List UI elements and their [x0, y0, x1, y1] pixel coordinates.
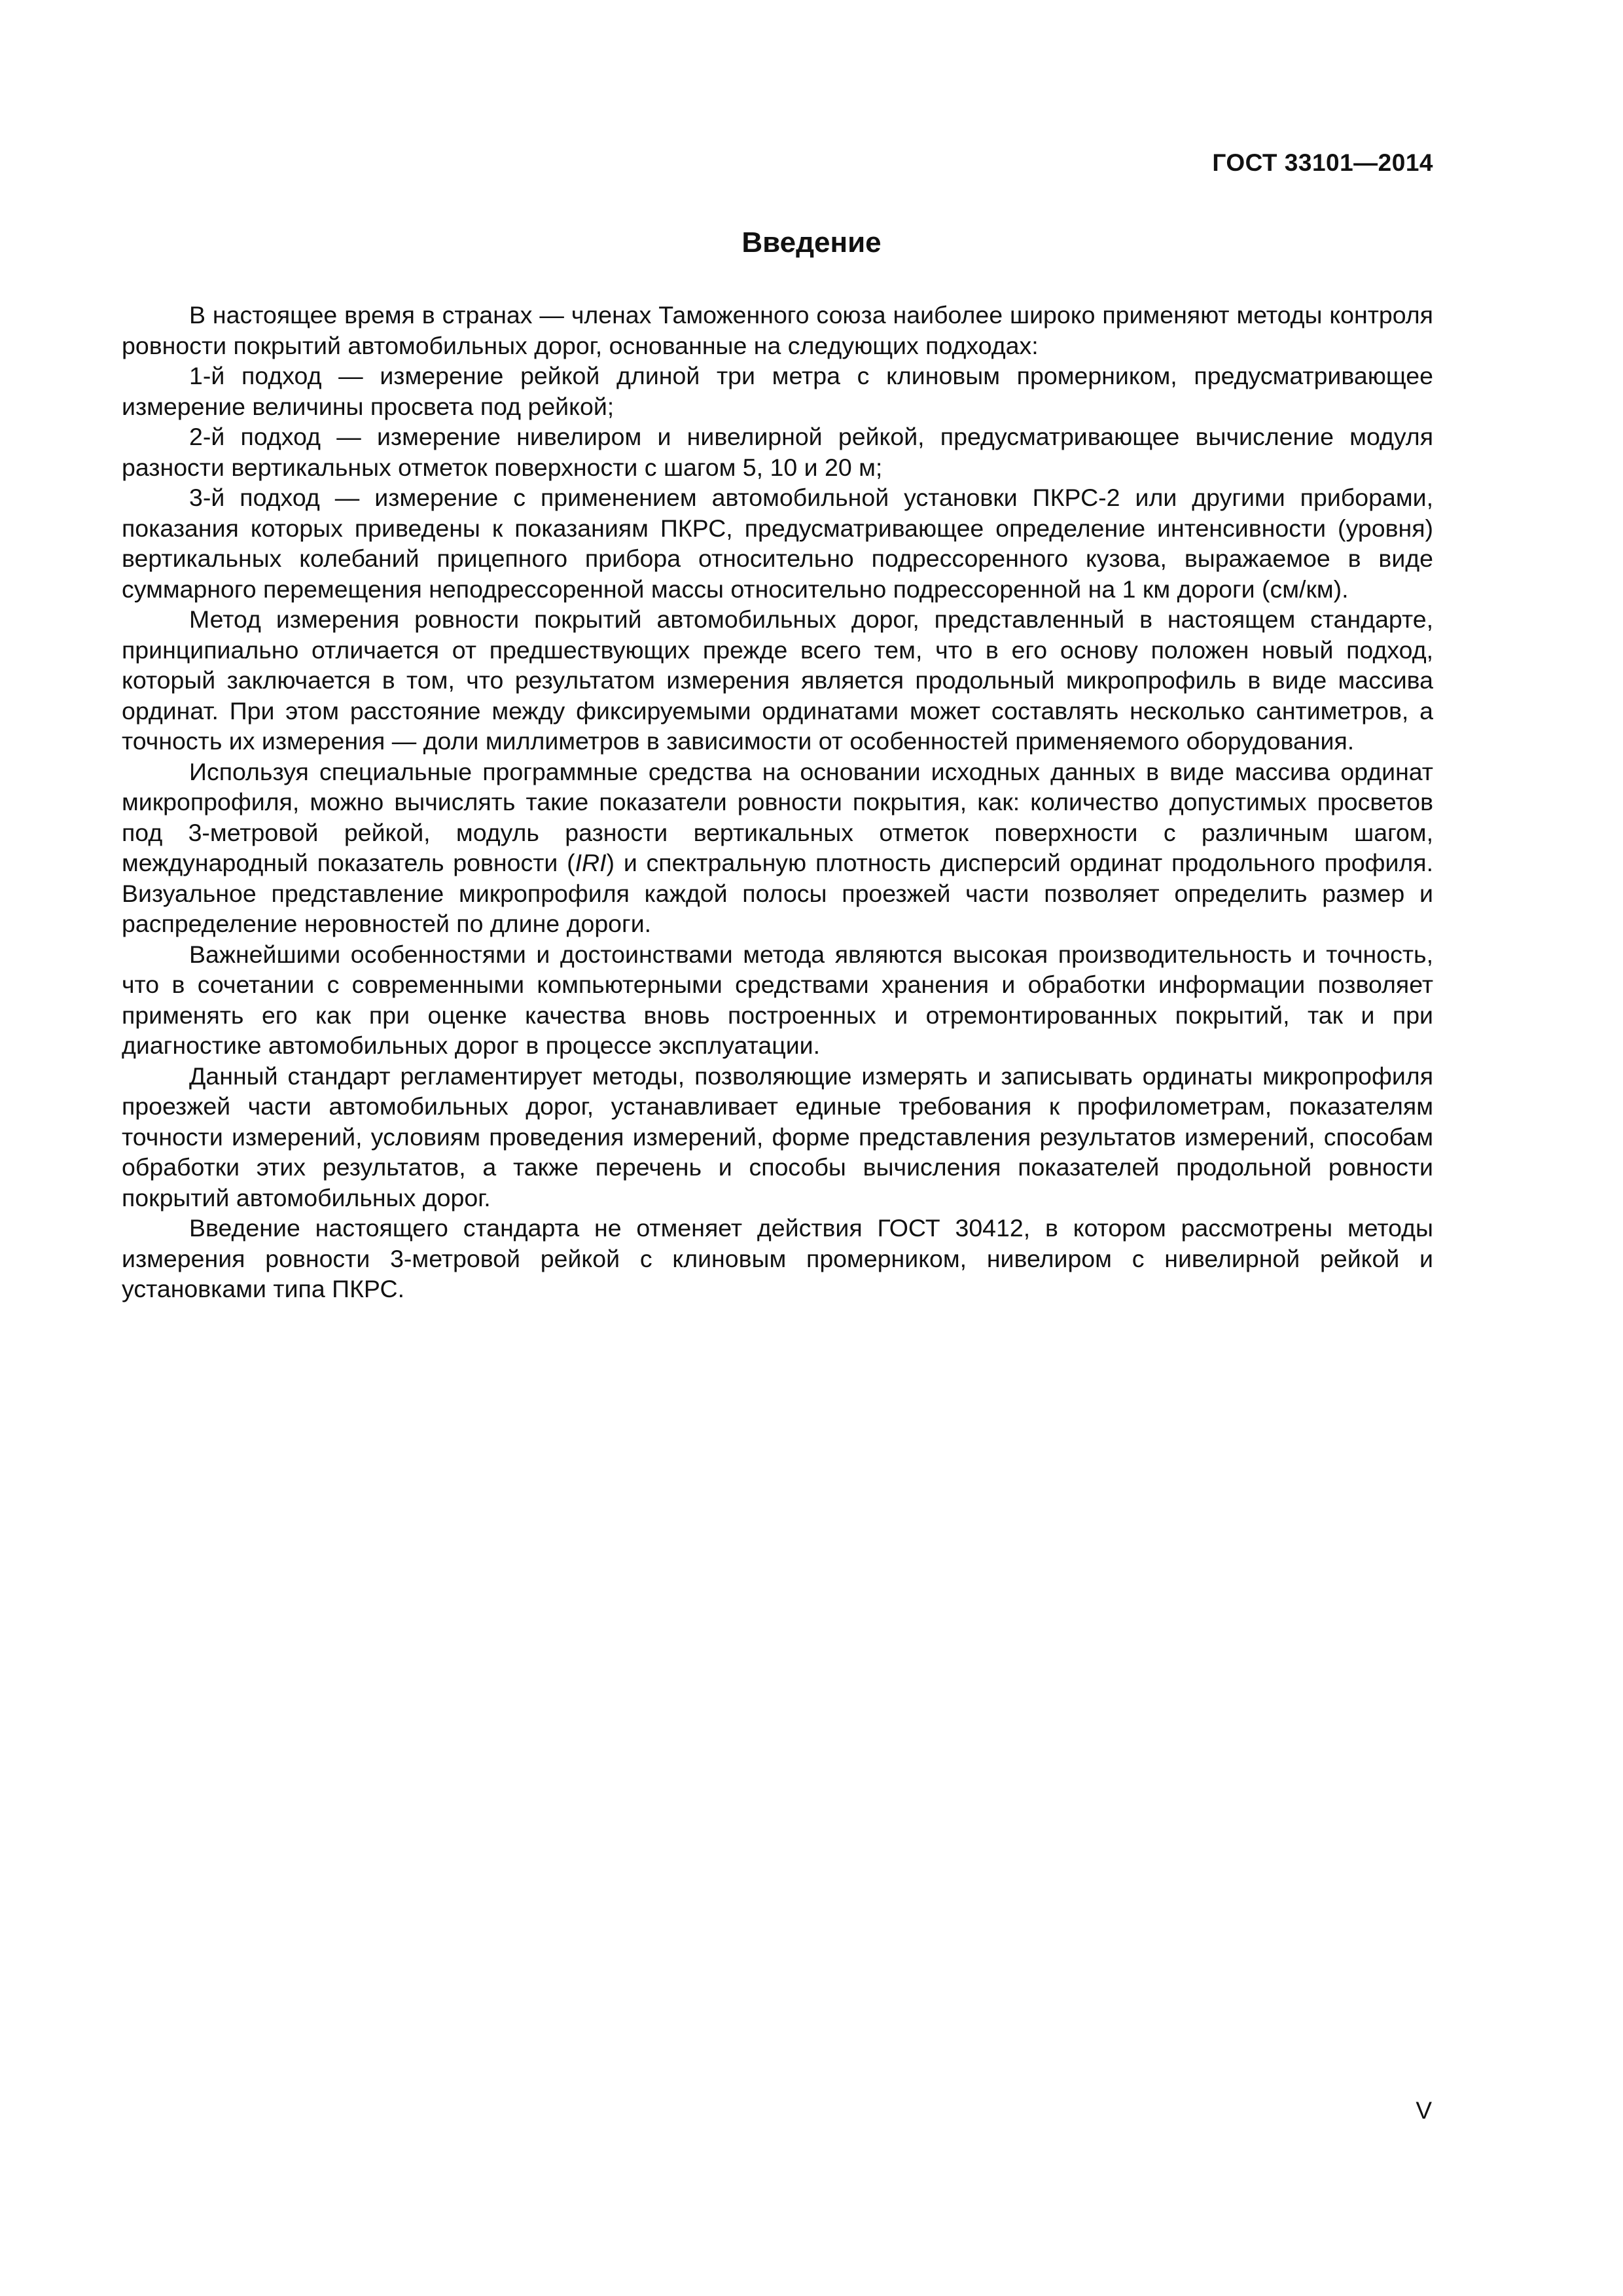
page-number: V: [1416, 2097, 1432, 2124]
paragraph-software-text-before: Используя специальные программные средства на основании исходных данных в виде массива ординат микропрофиля, можно вычислять такие показатели ровности покрытия, как: количество допустимых просветов под 3-метровой рейкой, модуль разности вертикальных отметок поверхности с различным шагом, международный показатель ровности (: [122, 757, 1433, 876]
paragraph-method-description: Метод измерения ровности покрытий автомобильных дорог, представленный в настоящем стандарте, принципиально отличается от предшествующих прежде всего тем, что в его основу положен новый подход, который заключается в том, что результатом измерения является продольный микропрофиль в виде массива ординат. При этом расстояние между фиксируемыми ординатами может составлять несколько сантиметров, а точность их измерения — доли миллиметров в зависимости от особенностей применяемого оборудования.: [122, 605, 1433, 755]
paragraph-approach-2: 2-й подход — измерение нивелиром и нивелирной рейкой, предусматривающее вычисление модуля разности вертикальных отметок поверхности с шагом 5, 10 и 20 м;: [122, 423, 1433, 481]
paragraph-approach-1: 1-й подход — измерение рейкой длиной три метра с клиновым промерником, предусматривающее измерение величины просвета под рейкой;: [122, 362, 1433, 420]
iri-abbreviation: IRI: [575, 849, 607, 876]
standard-code-header: ГОСТ 33101—2014: [1212, 149, 1433, 176]
paragraph-software-indicators: [122, 757, 1433, 939]
paragraph-scope: Данный стандарт регламентирует методы, позволяющие измерять и записывать ординаты микропрофиля проезжей части автомобильных дорог, устанавливает единые требования к профилометрам, показателям точности измерений, условиям проведения измерений, форме представления результатов измерений, способам обработки этих результатов, а также перечень и способы вычисления показателей продольной ровности покрытий автомобильных дорог.: [122, 1062, 1433, 1211]
paragraph-approach-3: 3-й подход — измерение с применением автомобильной установки ПКРС-2 или другими приборами, показания которых приведены к показаниям ПКРС, предусматривающее определение интенсивности (уровня) вертикальных колебаний прицепного прибора относительно подрессоренного кузова, выражаемое в виде суммарного перемещения неподрессоренной массы относительно подрессоренной на 1 км дороги (см/км).: [122, 484, 1433, 603]
section-body: [122, 300, 1433, 1304]
paragraph-relation-to-gost-30412: Введение настоящего стандарта не отменяет действия ГОСТ 30412, в котором рассмотрены методы измерения ровности 3-метровой рейкой с клиновым промерником, нивелиром с нивелирной рейкой и установками типа ПКРС.: [122, 1214, 1433, 1302]
section-title: Введение: [741, 226, 882, 259]
paragraph-intro: В настоящее время в странах — членах Таможенного союза наиболее широко применяют методы контроля ровности покрытий автомобильных дорог, основанные на следующих подходах:: [122, 301, 1433, 359]
paragraph-software-text-after: ) и спектральную плотность дисперсий ординат продольного профиля. Визуальное представление микропрофиля каждой полосы проезжей части позволяет определить размер и распределение неровностей по длине дороги.: [122, 849, 1433, 937]
paragraph-advantages: Важнейшими особенностями и достоинствами метода являются высокая производительность и точность, что в сочетании с современными компьютерными средствами хранения и обработки информации позволяет применять его как при оценке качества вновь построенных и отремонтированных покрытий, так и при диагностике автомобильных дорог в процессе эксплуатации.: [122, 940, 1433, 1059]
